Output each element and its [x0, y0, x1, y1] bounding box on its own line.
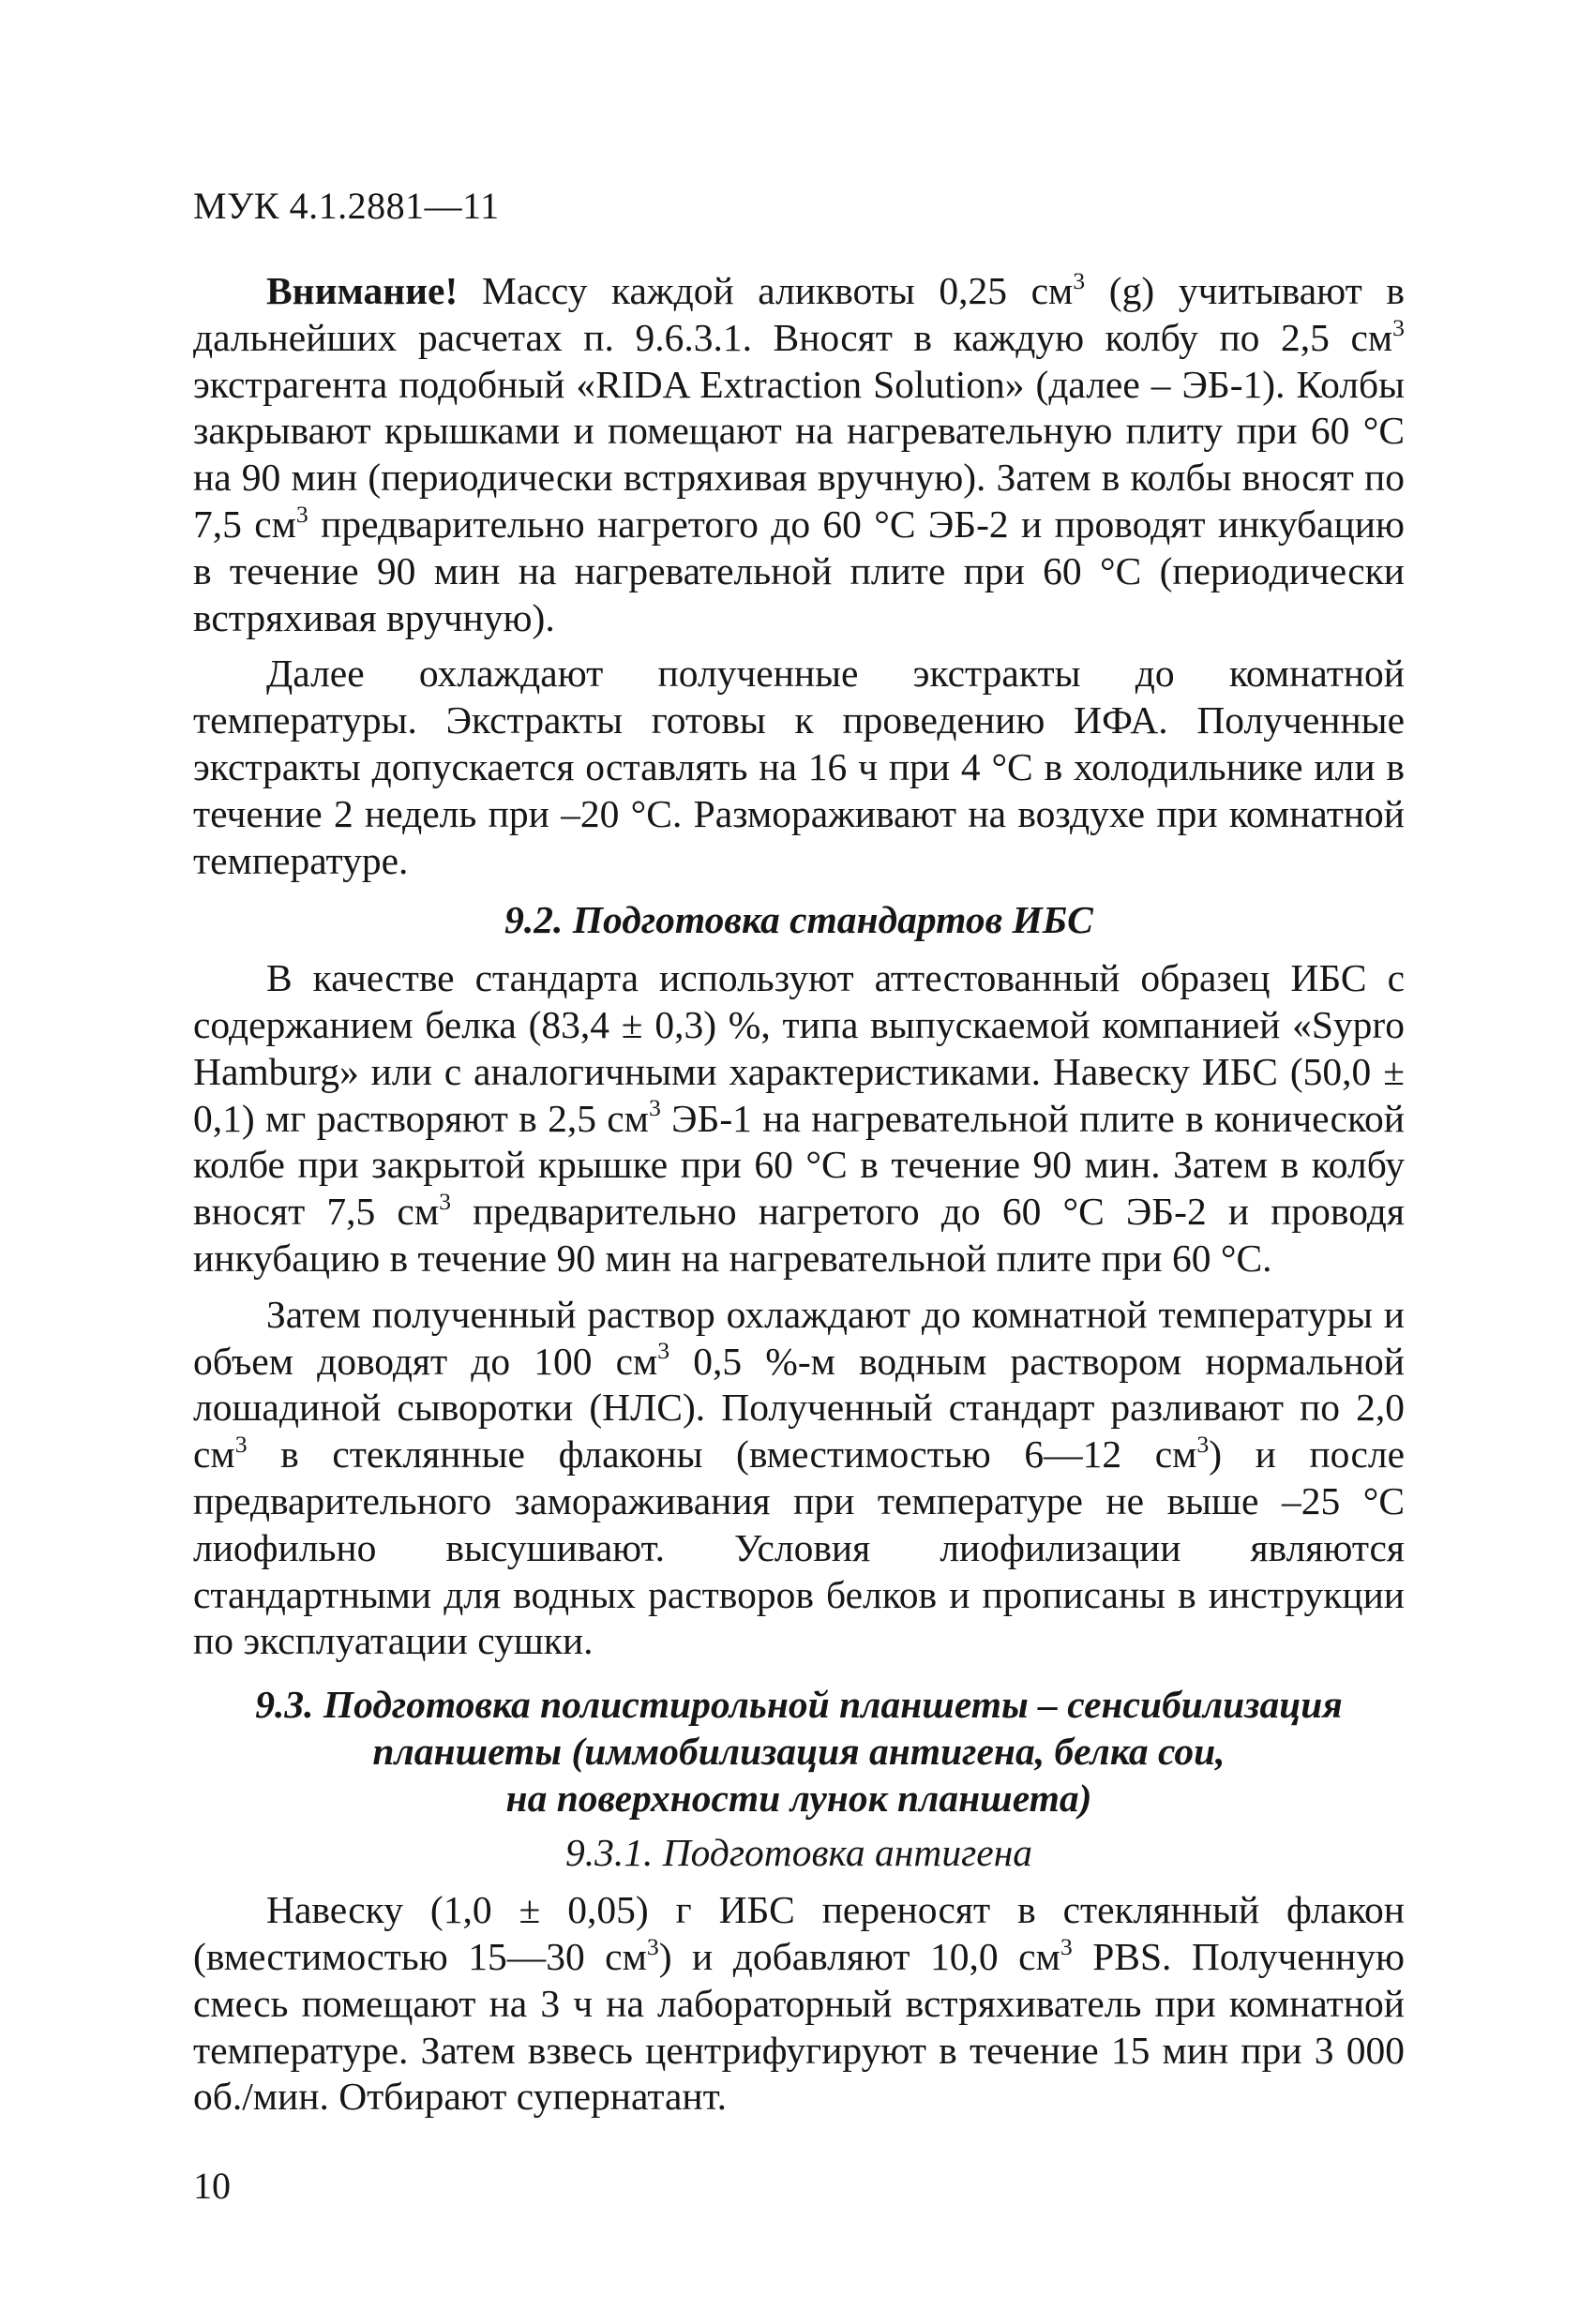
text-run: Массу каждой аликвоты 0,25 см: [458, 269, 1074, 312]
page-number: 10: [193, 2165, 231, 2207]
superscript: 3: [234, 1431, 248, 1459]
text-run: 0,5 %-м водным раствором нормальной лошадиной сыворотки (НЛС). Полученный стандарт разливают по 2,0 см: [193, 1339, 1405, 1477]
text-run: экстрагента подобный «RIDA Extraction Solution» (далее – ЭБ-1). Колбы закрывают крышками и помещают на нагревательную плиту при 60 °С на 90 мин (периодически встряхивая вручную). Затем в колбы вносят по 7,5 см: [193, 362, 1405, 546]
standard-preparation-paragraph: [193, 955, 1405, 1282]
document-header: МУК 4.1.2881—11: [193, 185, 500, 227]
section-9-3-heading: [193, 1682, 1405, 1822]
text-run: (g) учитывают в дальнейших расчетах п. 9.6.3.1. Вносят в каждую колбу по 2,5 см: [193, 269, 1405, 359]
text-run: В качестве стандарта используют аттестованный образец ИБС с содержанием белка (83,4 ± 0,3) %, типа выпускаемой компанией «Sypro Hamburg» или с аналогичными характеристиками. Навеску ИБС (50,0 ± 0,1) мг растворяют в 2,5 см: [193, 956, 1405, 1140]
superscript: 3: [1196, 1431, 1210, 1459]
text-run: в стеклянные флаконы (вместимостью 6—12 см: [247, 1432, 1197, 1477]
section-9-3-heading-line: планшеты (иммобилизация антигена, белка сои,: [372, 1729, 1226, 1773]
superscript: 3: [1060, 1932, 1073, 1960]
superscript: 3: [1073, 266, 1086, 294]
cooling-paragraph: Далее охлаждают полученные экстракты до комнатной температуры. Экстракты готовы к проведению ИФА. Полученные экстракты допускается оставлять на 16 ч при 4 °С в холодильнике или в течение 2 недель при –20 °С. Размораживают на воздухе при комнатной температуре.: [193, 652, 1405, 882]
superscript: 3: [648, 1094, 661, 1122]
document-body: [193, 268, 1405, 2130]
text-run: предварительно нагретого до 60 °С ЭБ-2 и проводя инкубацию в течение 90 мин на нагревательной плите при 60 °С.: [193, 1190, 1405, 1280]
text-run: ) и после предварительного замораживания при температуре не выше –25 °С лиофильно высушивают. Условия лиофилизации являются стандартными для водных растворов белков и прописаны в инструкции по эксплуатации сушки.: [193, 1432, 1406, 1663]
text-run: Навеску (1,0 ± 0,05) г ИБС переносят в стеклянный флакон (вместимостью 15—30 см: [193, 1888, 1405, 1979]
superscript: 3: [646, 1932, 659, 1960]
antigen-preparation-paragraph: [193, 1887, 1405, 2121]
attention-label: Внимание!: [266, 269, 459, 312]
superscript: 3: [439, 1188, 451, 1216]
text-run: PBS. Полученную смесь помещают на 3 ч на лабораторный встряхиватель при комнатной температуре. Затем взвесь центрифугируют в течение 15 мин при 3 000 об./мин. Отбирают супернатант.: [193, 1935, 1405, 2119]
lyophilization-paragraph: [193, 1292, 1405, 1665]
section-9-3-heading-line: на поверхности лунок планшета): [505, 1776, 1092, 1820]
superscript: 3: [295, 500, 308, 528]
text-run: ) и добавляют 10,0 см: [658, 1935, 1060, 1979]
attention-paragraph: [193, 268, 1405, 641]
text-run: Затем полученный раствор охлаждают до комнатной температуры и объем доводят до 100 см: [193, 1292, 1405, 1383]
section-9-2-heading: 9.2. Подготовка стандартов ИБС: [504, 898, 1093, 942]
section-9-3-heading-line: 9.3. Подготовка полистирольной планшеты – сенсибилизация: [255, 1683, 1343, 1727]
superscript: 3: [657, 1337, 670, 1365]
section-9-3-1-heading: 9.3.1. Подготовка антигена: [564, 1830, 1033, 1874]
superscript: 3: [1392, 313, 1405, 341]
text-run: ЭБ-1 на нагревательной плите в конической колбе при закрытой крышке при 60 °С в течение 90 мин. Затем в колбу вносят 7,5 см: [193, 1096, 1405, 1234]
text-run: предварительно нагретого до 60 °С ЭБ-2 и проводят инкубацию в течение 90 мин на нагревательной плите при 60 °С (периодически встряхивая вручную).: [193, 502, 1405, 639]
